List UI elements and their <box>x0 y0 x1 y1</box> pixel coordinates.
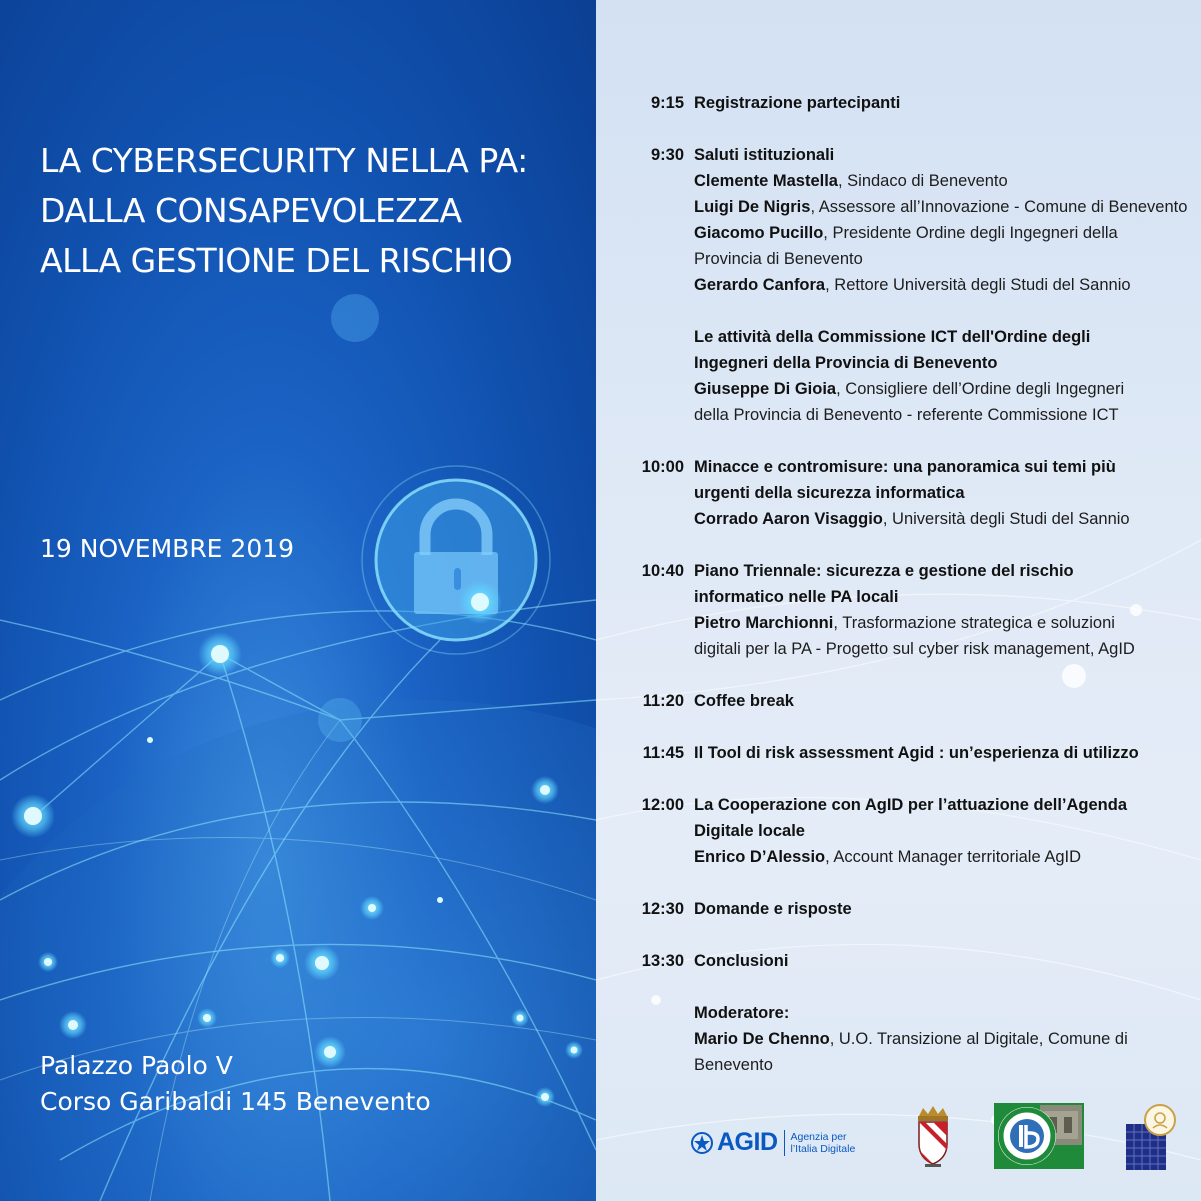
agenda-line <box>694 194 1194 220</box>
agenda-text: , Università degli Studi del Sannio <box>882 510 1130 528</box>
agenda-body <box>694 1000 1194 1078</box>
agenda-text-bold: Le attività della Commissione ICT dell'Ordine degli <box>694 328 1091 346</box>
agenda-text: Provincia di Benevento <box>694 250 863 268</box>
agenda-text-bold: Giuseppe Di Gioia <box>694 380 837 398</box>
agenda-text: , Sindaco di Benevento <box>837 172 1008 190</box>
agenda-body <box>694 454 1194 532</box>
agenda-text-bold: Enrico D’Alessio <box>694 848 826 866</box>
agenda-text-bold: Luigi De Nigris <box>694 198 811 216</box>
agenda-text-bold: Corrado Aaron Visaggio <box>694 510 883 528</box>
event-title-line: DALLA CONSAPEVOLEZZA <box>40 191 462 230</box>
agenda-text-bold: urgenti della sicurezza informatica <box>694 484 965 502</box>
agenda-text-bold: Registrazione partecipanti <box>694 94 901 112</box>
agenda-line <box>694 688 1194 714</box>
agenda-line <box>694 246 1194 272</box>
agenda-line <box>694 480 1194 506</box>
agenda-line <box>694 948 1194 974</box>
agid-logo <box>691 1128 855 1157</box>
agenda-line <box>694 1000 1194 1026</box>
venue-line: Corso Garibaldi 145 Benevento <box>40 1087 431 1116</box>
agenda-text: , Consigliere dell’Ordine degli Ingegneri <box>836 380 1125 398</box>
agenda-body <box>694 740 1194 766</box>
event-date: 19 NOVEMBRE 2019 <box>40 534 295 563</box>
agenda-line <box>694 610 1194 636</box>
emblem-icon <box>691 1132 713 1154</box>
event-venue <box>40 1048 431 1120</box>
agid-text <box>791 1131 856 1155</box>
agenda-text: , Presidente Ordine degli Ingegneri della <box>823 224 1118 242</box>
agenda-text-bold: Pietro Marchionni <box>694 614 834 632</box>
agenda-body <box>694 688 1194 714</box>
agenda-line <box>694 740 1194 766</box>
agenda-line <box>694 402 1194 428</box>
agenda-text-bold: Gerardo Canfora <box>694 276 826 294</box>
agenda-body <box>694 558 1194 662</box>
agenda-text: , Rettore Università degli Studi del Sannio <box>825 276 1131 294</box>
agenda-line <box>694 272 1194 298</box>
agid-separator <box>784 1130 785 1156</box>
agenda-time: 12:30 <box>641 900 684 918</box>
agenda-panel <box>596 0 1201 1201</box>
agenda-body <box>694 142 1194 298</box>
agenda-line <box>694 844 1194 870</box>
hero-panel <box>0 0 596 1201</box>
agenda-body <box>694 90 1194 116</box>
agenda-text-bold: Coffee break <box>694 692 794 710</box>
agenda-time: 11:20 <box>642 692 684 710</box>
agenda-text-bold: Piano Triennale: sicurezza e gestione del rischio <box>694 562 1074 580</box>
agenda-text-bold: Clemente Mastella <box>694 172 838 190</box>
agenda-text-bold: Domande e risposte <box>694 900 852 918</box>
agenda-text: , U.O. Transizione al Digitale, Comune di <box>829 1030 1128 1048</box>
agenda-time: 13:30 <box>641 952 684 970</box>
agenda-line <box>694 350 1194 376</box>
agenda-text: della Provincia di Benevento - referente Commissione ICT <box>694 406 1119 424</box>
agenda-line <box>694 896 1194 922</box>
agenda-text: , Account Manager territoriale AgID <box>825 848 1082 866</box>
venue-line: Palazzo Paolo V <box>40 1051 233 1080</box>
logo-strip <box>596 1100 1201 1172</box>
agenda-text: , Assessore all’Innovazione - Comune di Benevento <box>810 198 1188 216</box>
agenda-text-bold: Moderatore: <box>694 1004 790 1022</box>
agenda-body <box>694 792 1194 870</box>
event-title-line: ALLA GESTIONE DEL RISCHIO <box>40 241 513 280</box>
agenda-body <box>694 324 1194 428</box>
agenda-line <box>694 636 1194 662</box>
event-title-line: LA CYBERSECURITY NELLA PA: <box>40 141 528 180</box>
agenda-text: , Trasformazione strategica e soluzioni <box>833 614 1115 632</box>
agid-mark: AGID <box>717 1128 778 1156</box>
agenda-line <box>694 584 1194 610</box>
agenda-text-bold: informatico nelle PA locali <box>694 588 899 606</box>
agenda-time: 11:45 <box>642 744 684 762</box>
agenda-text-bold: La Cooperazione con AgID per l’attuazione dell’Agenda <box>694 796 1128 814</box>
agenda-text-bold: Il Tool di risk assessment Agid : un’esperienza di utilizzo <box>694 744 1139 762</box>
agenda-time: 9:30 <box>650 146 684 164</box>
agenda-line <box>694 1026 1194 1052</box>
agenda-text: Benevento <box>694 1056 773 1074</box>
agenda-line <box>694 558 1194 584</box>
agenda-line <box>694 1052 1194 1078</box>
agenda-line <box>694 142 1194 168</box>
universita-sannio-logo <box>1126 1104 1176 1170</box>
agenda-text-bold: Saluti istituzionali <box>694 146 835 164</box>
ordine-ingegneri-logo <box>994 1103 1084 1169</box>
agenda-line <box>694 324 1194 350</box>
agenda-text: digitali per la PA - Progetto sul cyber risk management, AgID <box>694 640 1135 658</box>
agenda-line <box>694 454 1194 480</box>
agenda-line <box>694 506 1194 532</box>
agenda-time: 10:00 <box>641 458 684 476</box>
agenda-line <box>694 792 1194 818</box>
agenda-body <box>694 896 1194 922</box>
benevento-crest-icon <box>911 1104 955 1168</box>
agenda-time: 12:00 <box>641 796 684 814</box>
agenda-text-bold: Minacce e contromisure: una panoramica sui temi più <box>694 458 1116 476</box>
agenda-line <box>694 168 1194 194</box>
agenda-body <box>694 948 1194 974</box>
agenda-line <box>694 818 1194 844</box>
agenda-text-bold: Conclusioni <box>694 952 789 970</box>
agenda-time: 9:15 <box>650 94 684 112</box>
agenda-line <box>694 220 1194 246</box>
agid-text-line: Agenzia per <box>790 1130 847 1143</box>
agenda-time: 10:40 <box>641 562 684 580</box>
event-title <box>40 136 528 286</box>
agenda-text-bold: Giacomo Pucillo <box>694 224 824 242</box>
agenda-line <box>694 376 1194 402</box>
agenda-text-bold: Mario De Chenno <box>694 1030 830 1048</box>
agenda-line <box>694 90 1194 116</box>
agenda-text-bold: Ingegneri della Provincia di Benevento <box>694 354 998 372</box>
agid-text-line: l’Italia Digitale <box>790 1142 856 1155</box>
agenda-text-bold: Digitale locale <box>694 822 805 840</box>
